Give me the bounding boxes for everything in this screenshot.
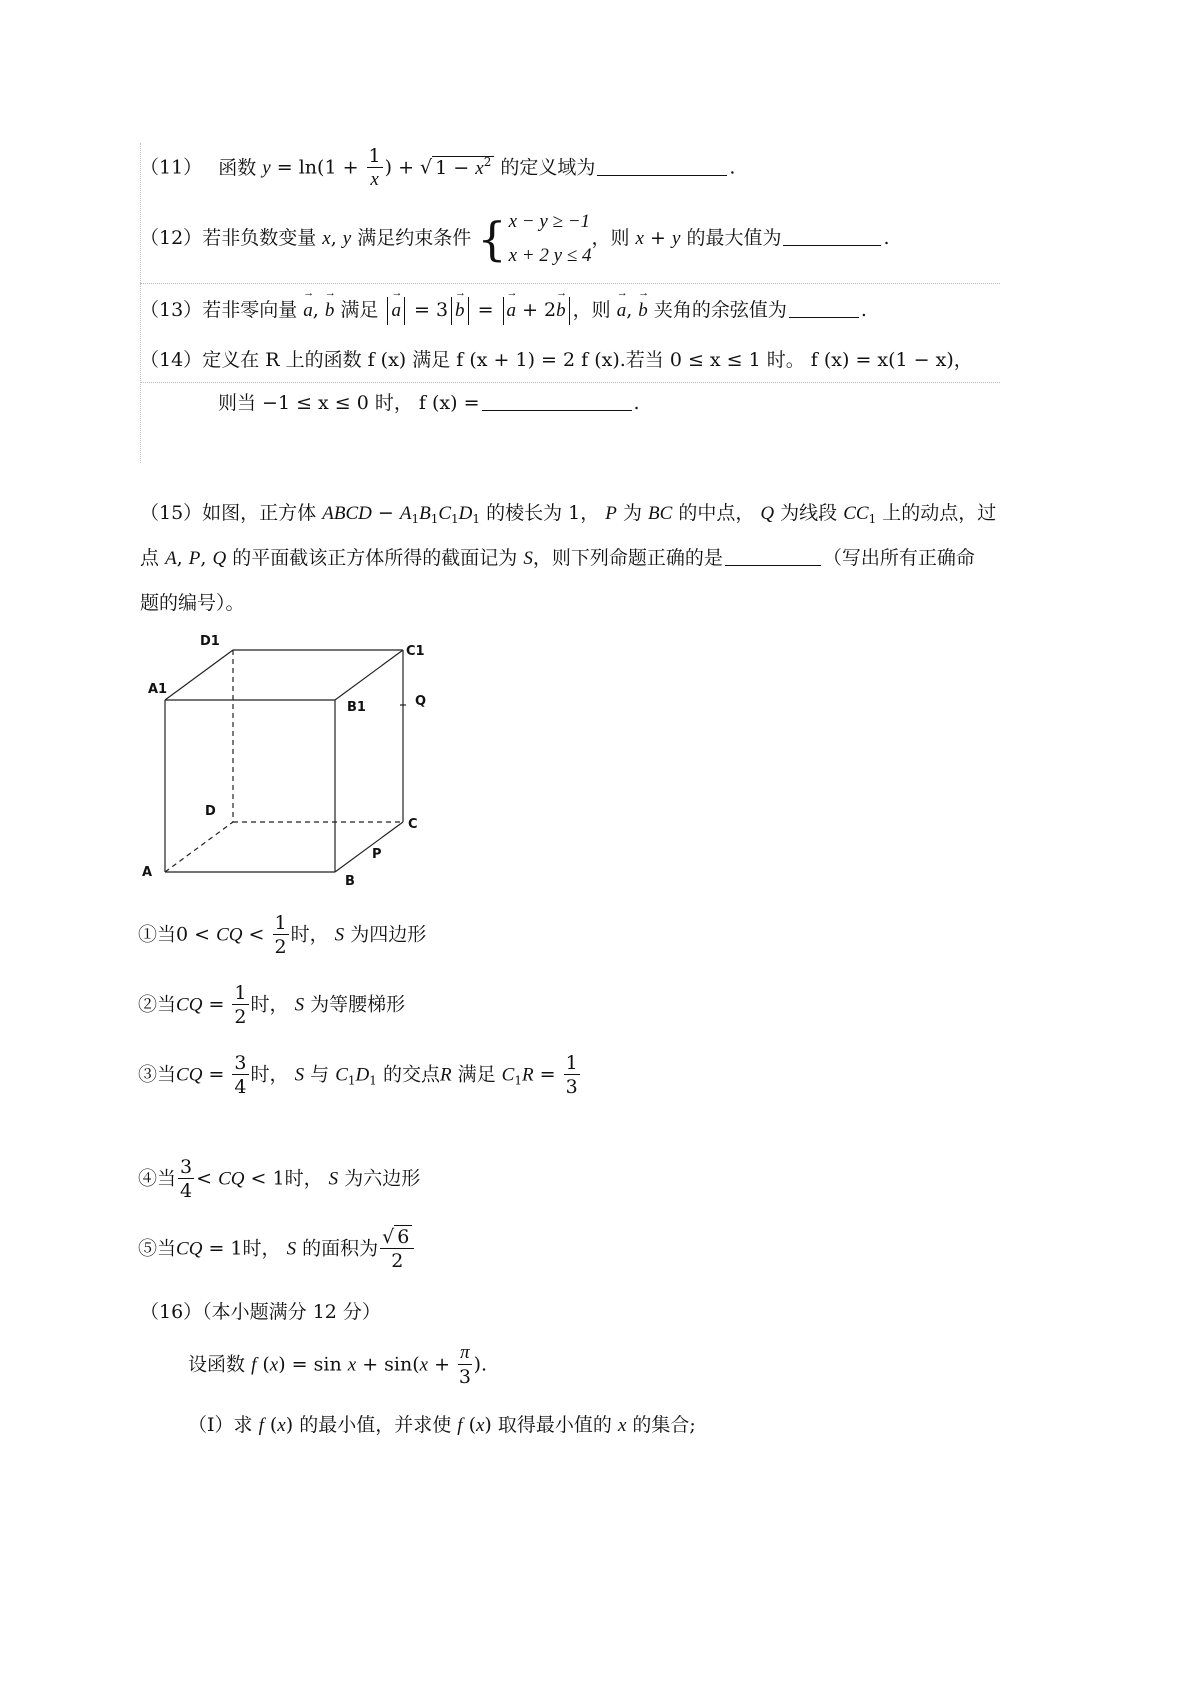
question-15-line2: 点 A, P, Q 的平面截该正方体所得的截面记为 S，则下列命题正确的是 （写出所有正确命: [140, 547, 975, 569]
answer-blank[interactable]: [482, 409, 632, 411]
label-C: C: [408, 817, 418, 832]
label-C1: C1: [406, 644, 425, 659]
edge-BC: [335, 822, 403, 872]
option-5: ⑤当CQ = 1时， S 的面积为 $\frac{√ 6}{2}$: [138, 1226, 416, 1273]
edge-B1C1: [335, 650, 403, 700]
question-14: （14）定义在 R 上的函数 f (x) 满足 f (x + 1) = 2 f (x).若当 0 ≤ x ≤ 1 时。 f (x) = x(1 − x)，: [140, 349, 973, 371]
answer-blank[interactable]: [725, 564, 821, 566]
label-D1: D1: [200, 634, 220, 649]
option-3: ③当CQ = $\frac{3}{4}$ 时， S 与 $C_1D_1$ 的交点R 满足 $C_1R$ = $\frac{1}{3}$: [138, 1052, 578, 1098]
question-16-setup: 设函数 f (x) = sin x + sin(x + $\frac{\pi}{3}$ ).: [188, 1342, 488, 1388]
question-16-header: （16）（本小题满分 12 分）: [140, 1301, 381, 1323]
cube-diagram: [140, 625, 460, 905]
answer-blank[interactable]: [789, 316, 859, 318]
question-15-line1: （15）如图，正方体 ABCD − $A_1B_1C_1D_1$ 的棱长为 1， P 为 BC 的中点， Q 为线段 $CC_1$ 上的动点，过: [140, 502, 997, 526]
label-B: B: [345, 874, 355, 889]
question-11: （11） 函数 y = ln(1 + $\frac{1}{x}$ ) + √ $1 - x^2$ 的定义域为 .: [140, 145, 736, 190]
answer-blank[interactable]: [783, 244, 881, 246]
option-2: ②当CQ = $\frac{1}{2}$ 时， S 为等腰梯形: [138, 982, 406, 1028]
edge-AD: [165, 822, 233, 872]
option-4: ④当 $\frac{3}{4}$ < CQ < 1时， S 为六边形: [138, 1156, 421, 1202]
label-P: P: [372, 847, 382, 862]
label-D: D: [205, 804, 216, 819]
guide-line: [140, 283, 1000, 284]
question-16-part1: （Ⅰ）求 f (x) 的最小值，并求使 f (x) 取得最小值的 x 的集合;: [188, 1414, 696, 1436]
option-1: ①当0 < CQ < $\frac{1}{2}$ 时， S 为四边形: [138, 912, 427, 958]
question-14-line2: 则当 −1 ≤ x ≤ 0 时， f (x) = .: [218, 392, 640, 414]
question-12: （12）若非负数变量 x, y 满足约束条件 { x − y ≥ −1 x + 2 y ≤ 4 ，则 x + y 的最大值为 .: [140, 211, 890, 266]
label-Q: Q: [415, 694, 427, 709]
label-A: A: [142, 865, 153, 880]
label-A1: A1: [148, 682, 168, 697]
answer-blank[interactable]: [597, 174, 727, 176]
question-13: （13）若非零向量 → a, → b 满足 → a = 3→ b = → a + 2→ b ，则 → a, → b 夹角的余弦值为 .: [140, 295, 867, 325]
edge-A1D1: [165, 650, 233, 700]
question-15-line3: 题的编号）。: [140, 592, 245, 614]
label-B1: B1: [347, 700, 366, 715]
guide-line: [140, 382, 1000, 383]
